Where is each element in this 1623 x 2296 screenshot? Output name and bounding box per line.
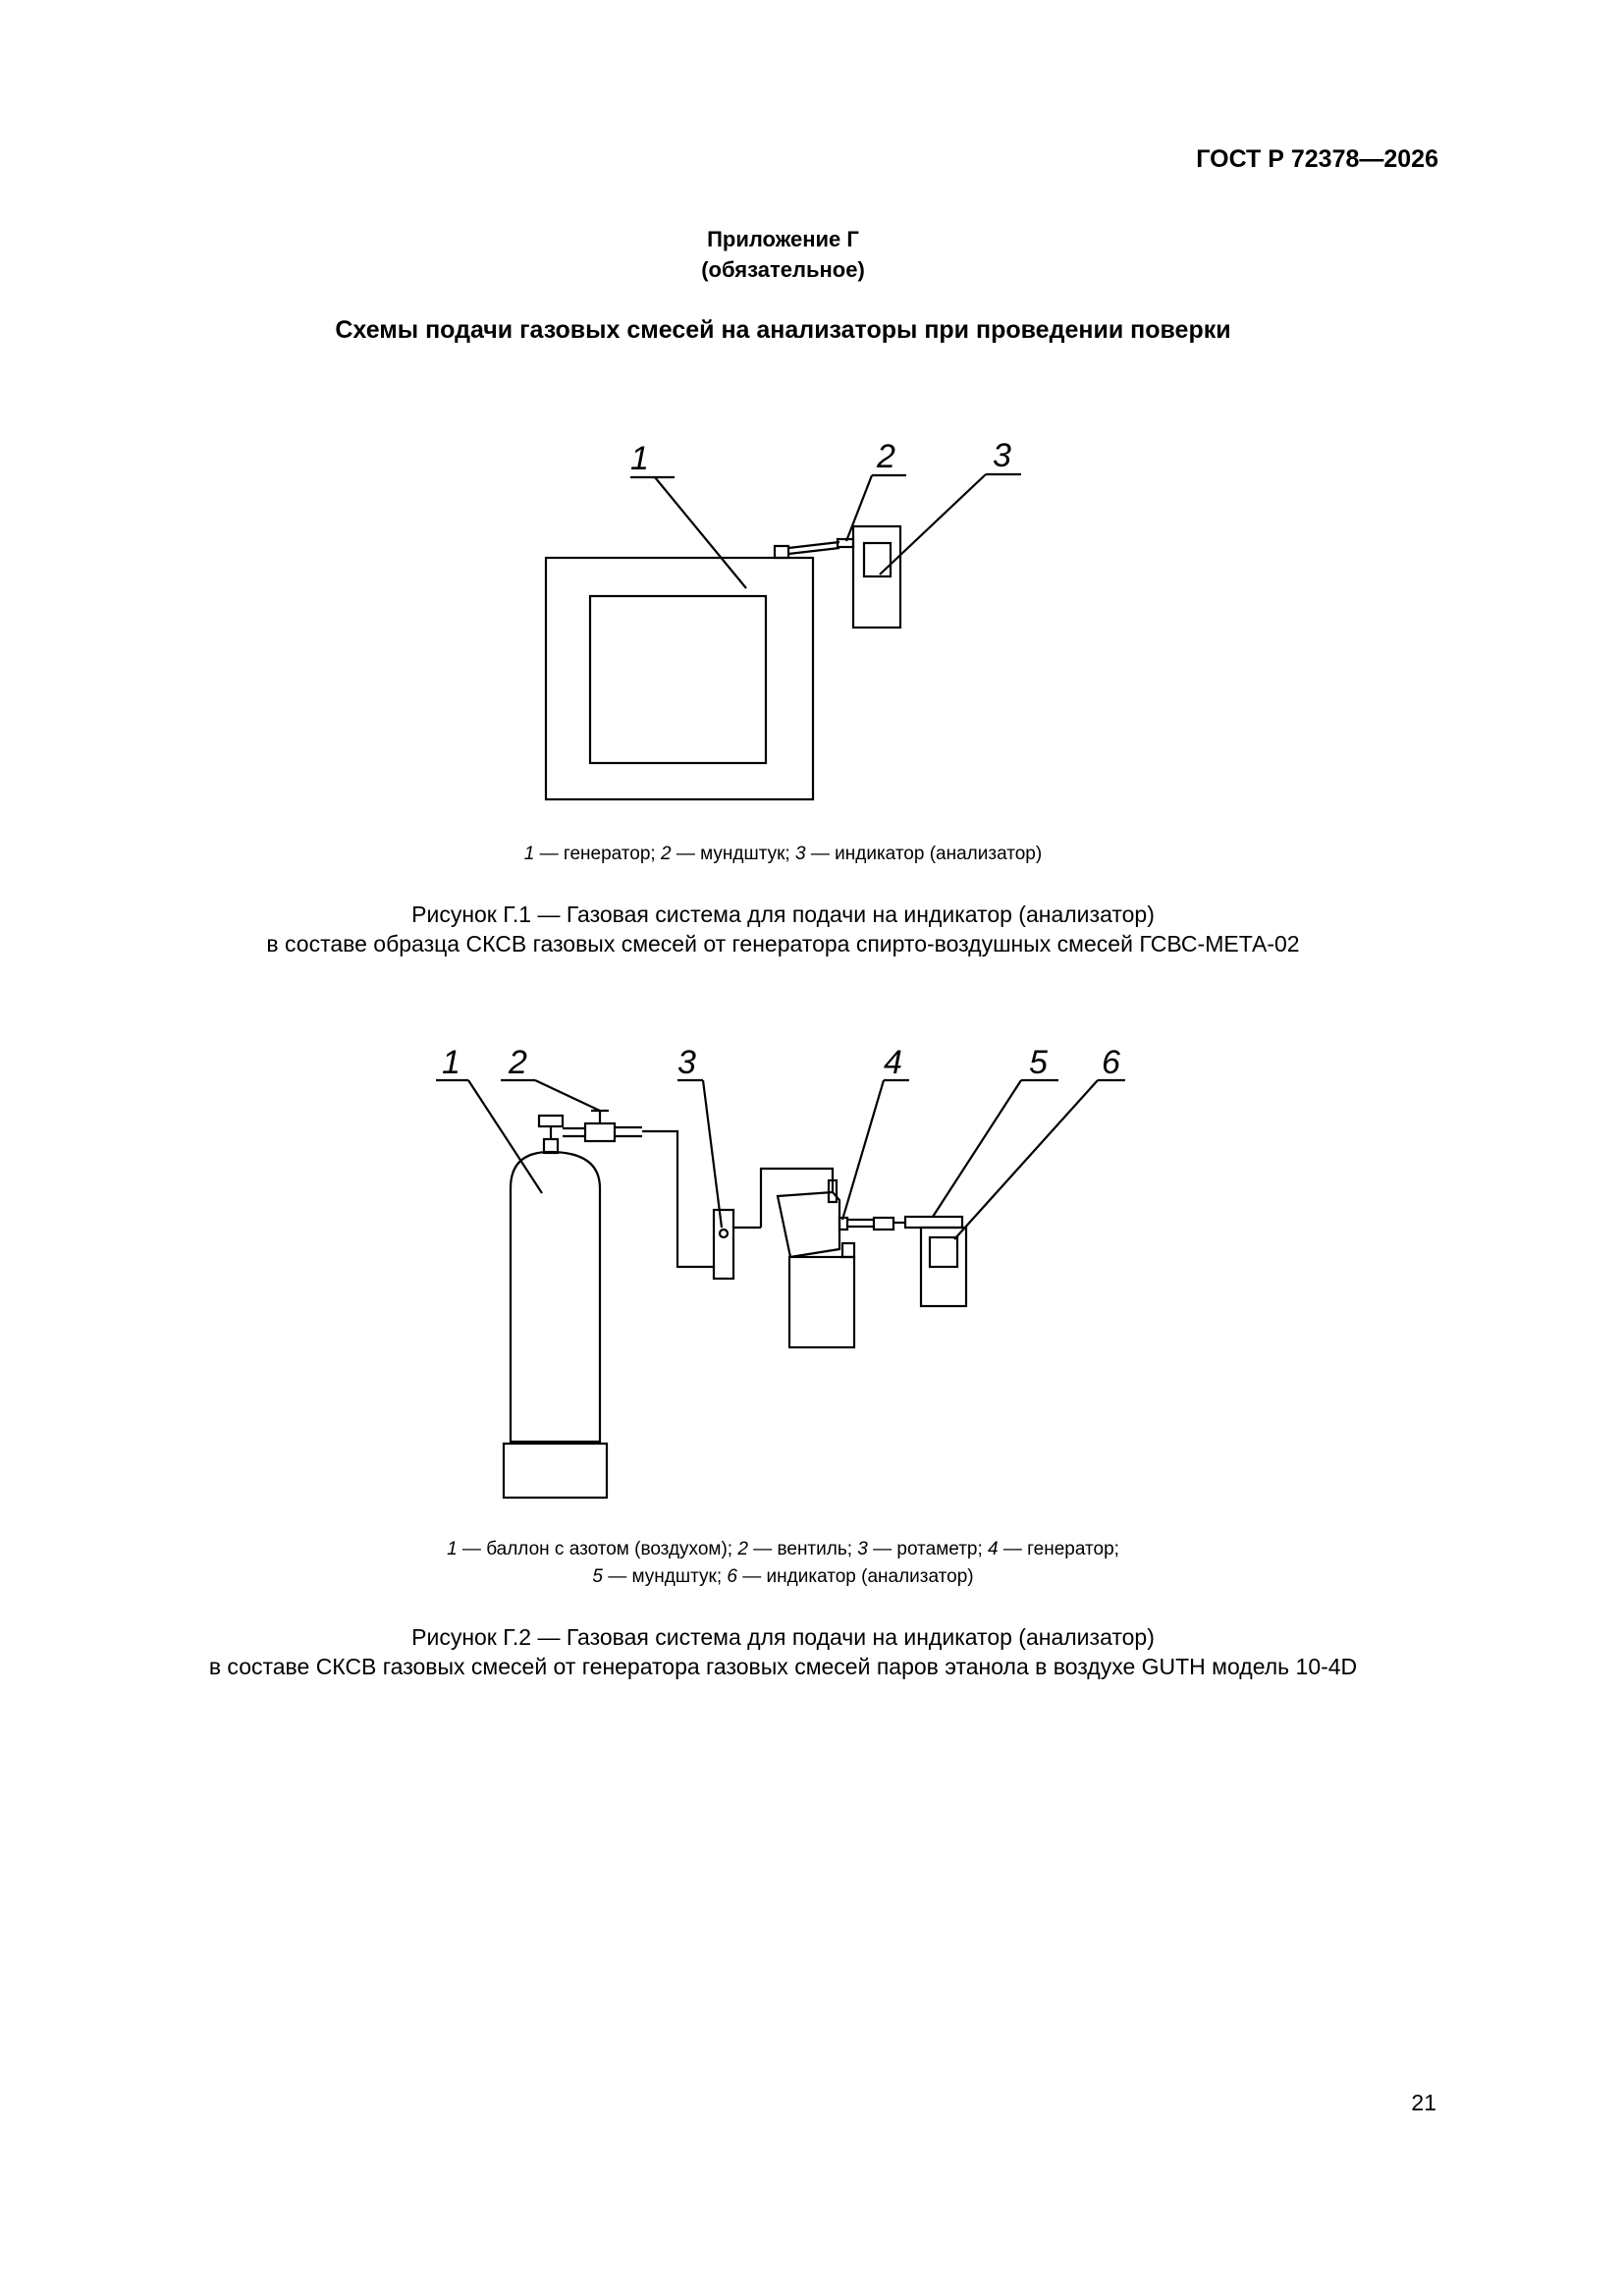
legend-number: 5 — [592, 1566, 603, 1587]
figure-2-label-1: 1 — [442, 1044, 460, 1081]
figure-2-caption-line-2: в составе СКСВ газовых смесей от генератора газовых смесей паров этанола в воздухе GUTH модель 10-4D — [208, 1654, 1358, 1679]
figure-2-caption — [0, 1622, 1566, 1681]
legend-text: — баллон с азотом (воздухом); — [457, 1539, 738, 1559]
generator-body — [789, 1257, 854, 1347]
figure-2-legend — [0, 1536, 1566, 1591]
figure-1-caption-line-2: в составе образца СКСВ газовых смесей от генератора спирто-воздушных смесей ГСВС-МЕТА-02 — [266, 931, 1300, 957]
appendix-subtitle: (обязательное) — [701, 257, 865, 282]
legend-number: 2 — [737, 1539, 748, 1559]
legend-number: 6 — [727, 1566, 737, 1587]
legend-text: — генератор; — [998, 1539, 1119, 1559]
figure-1-label-2: 2 — [877, 438, 895, 475]
valve-body — [585, 1123, 615, 1141]
legend-text: — ротаметр; — [867, 1539, 989, 1559]
leader-line-3 — [703, 1080, 722, 1228]
leader-line-6 — [954, 1080, 1098, 1239]
figure-2-legend-line-2 — [0, 1563, 1566, 1591]
tube-to-generator — [761, 1169, 833, 1228]
legend-text: — генератор; — [534, 844, 661, 864]
legend-number: 2 — [660, 844, 672, 864]
leader-line-1 — [468, 1080, 542, 1193]
legend-number: 3 — [795, 844, 806, 864]
legend-text: — мундштук; — [602, 1566, 728, 1587]
legend-text: — вентиль; — [747, 1539, 858, 1559]
figure-2-label-4: 4 — [884, 1044, 902, 1081]
figure-1-label-1: 1 — [630, 440, 649, 477]
section-heading: Схемы подачи газовых смесей на анализаторы при проведении поверки — [335, 316, 1231, 344]
valve-handwheel — [539, 1116, 563, 1126]
figure-2-label-3: 3 — [677, 1044, 696, 1081]
page-number: 21 — [1411, 2090, 1436, 2115]
legend-number: 1 — [447, 1539, 458, 1559]
figure-2-label-6: 6 — [1102, 1044, 1120, 1081]
rotameter — [714, 1210, 733, 1279]
leader-line-2 — [535, 1080, 600, 1111]
figure-2-label-2: 2 — [509, 1044, 527, 1081]
cylinder-neck — [544, 1139, 558, 1153]
figure-2-label-5: 5 — [1029, 1044, 1048, 1081]
appendix-title: Приложение Г — [707, 227, 859, 251]
connector — [874, 1218, 893, 1230]
legend-text: — индикатор (анализатор) — [805, 844, 1043, 864]
legend-text: — индикатор (анализатор) — [737, 1566, 974, 1587]
figure-1-caption-line-1: Рисунок Г.1 — Газовая система для подачи на индикатор (анализатор) — [411, 902, 1155, 927]
cylinder-base — [504, 1444, 607, 1498]
legend-number: 1 — [523, 844, 535, 864]
gas-cylinder — [511, 1152, 600, 1444]
legend-number: 3 — [857, 1539, 868, 1559]
legend-text: — мундштук; — [671, 844, 795, 864]
leader-line-5 — [933, 1080, 1021, 1217]
indicator-display — [930, 1237, 957, 1267]
document-id: ГОСТ Р 72378—2026 — [1196, 145, 1438, 173]
legend-number: 4 — [988, 1539, 999, 1559]
figure-2-caption-line-1: Рисунок Г.2 — Газовая система для подачи на индикатор (анализатор) — [411, 1624, 1155, 1650]
figure-2-legend-line-1 — [0, 1536, 1566, 1563]
figure-1-label-3: 3 — [993, 437, 1011, 474]
tube-to-rotameter — [642, 1131, 714, 1267]
mouthpiece — [905, 1217, 962, 1228]
leader-line-4 — [842, 1080, 884, 1220]
